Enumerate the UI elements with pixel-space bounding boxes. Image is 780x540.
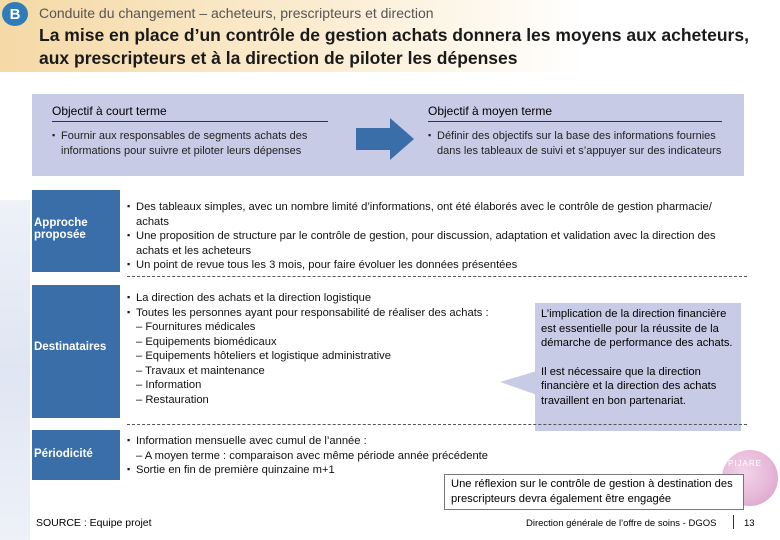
footer-org: Direction générale de l’offre de soins - DGOS bbox=[526, 518, 717, 529]
periodicity-content bbox=[127, 434, 527, 478]
periodicity-subitem: – A moyen terme : comparaison avec même période année précédente bbox=[136, 449, 488, 462]
callout-paragraph: Il est nécessaire que la direction financière et la direction des achats travaillent en bon partenariat. bbox=[541, 365, 717, 407]
medium-term-objective bbox=[428, 104, 722, 158]
objectives-panel bbox=[32, 94, 744, 176]
approach-content bbox=[127, 200, 742, 273]
note-box: Une réflexion sur le contrôle de gestion à destination des prescripteurs devra également être engagée bbox=[444, 474, 744, 510]
recipients-subitem: – Restauration bbox=[136, 393, 209, 406]
recipients-subitem: – Fournitures médicales bbox=[136, 321, 256, 333]
recipients-subitem: – Equipements hôteliers et logistique administrative bbox=[136, 350, 391, 362]
recipients-content bbox=[127, 291, 527, 407]
periodicity-bullet: ▪ Information mensuelle avec cumul de l’année : bbox=[127, 434, 527, 449]
short-term-heading: Objectif à court terme bbox=[52, 104, 328, 122]
callout-pointer bbox=[500, 370, 540, 396]
divider bbox=[127, 276, 747, 277]
periodicity-label bbox=[32, 430, 120, 480]
medium-term-text: ▪ Définir des objectifs sur la base des informations fournies dans les tableaux de suivi et s’appuyer sur des indicateurs bbox=[428, 129, 722, 158]
footer-separator bbox=[733, 515, 734, 529]
side-decoration bbox=[0, 200, 30, 540]
approach-bullet: ▪ Un point de revue tous les 3 mois, pour faire évoluer les données présentées bbox=[127, 258, 742, 273]
recipients-subitem: – Information bbox=[136, 379, 202, 391]
recipients-subitem: – Travaux et maintenance bbox=[136, 364, 265, 377]
source-note: SOURCE : Equipe projet bbox=[36, 517, 152, 529]
medium-term-heading: Objectif à moyen terme bbox=[428, 104, 722, 122]
page-subtitle: Conduite du changement – acheteurs, prescripteurs et direction bbox=[39, 5, 434, 21]
recipients-label-text: Destinataires bbox=[34, 341, 107, 353]
section-badge: B bbox=[2, 2, 28, 26]
recipients-bullet: ▪ La direction des achats et la direction logistique bbox=[127, 291, 527, 306]
short-term-objective bbox=[52, 104, 328, 158]
page-title: La mise en place d’un contrôle de gestion achats donnera les moyens aux acheteurs, aux prescripteurs et à la direction de piloter les dépenses bbox=[39, 25, 749, 68]
periodicity-bullet: ▪ Sortie en fin de première quinzaine m+1 bbox=[127, 463, 527, 478]
right-arrow-icon bbox=[356, 118, 416, 160]
recipients-label bbox=[32, 285, 120, 418]
finance-callout bbox=[535, 303, 741, 431]
recipients-subitem: – Equipements biomédicaux bbox=[136, 335, 277, 348]
callout-paragraph: L’implication de la direction financière est essentielle pour la réussite de la démarche de performance des achats. bbox=[541, 308, 733, 349]
page-number: 13 bbox=[744, 518, 755, 529]
logo-text: PIJARE bbox=[728, 459, 763, 468]
approach-label bbox=[32, 190, 120, 272]
approach-bullet: ▪ Des tableaux simples, avec un nombre limité d’informations, ont été élaborés avec le contrôle de gestion pharmacie/ achats bbox=[127, 200, 742, 229]
recipients-bullet: ▪ Toutes les personnes ayant pour responsabilité de réaliser des achats : bbox=[127, 306, 527, 321]
approach-bullet: ▪ Une proposition de structure par le contrôle de gestion, pour discussion, adaptation et validation avec la direction des achats et les acheteurs bbox=[127, 229, 742, 258]
periodicity-label-text: Périodicité bbox=[34, 448, 93, 460]
divider bbox=[127, 424, 747, 425]
short-term-text: ▪ Fournir aux responsables de segments achats des informations pour suivre et piloter leurs dépenses bbox=[52, 129, 328, 158]
approach-label-text: Approche proposée bbox=[34, 217, 88, 241]
